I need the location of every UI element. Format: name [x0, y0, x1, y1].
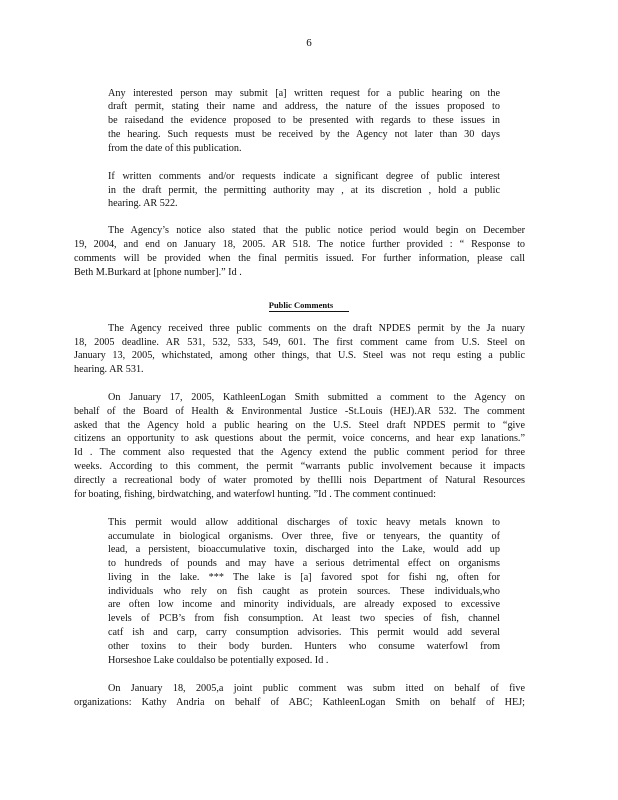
text-line: 18, 2005 deadline. AR 531, 532, 533, 549, 601. The first comment came from U.S. Steel on — [74, 337, 525, 348]
text-line: January 13, 2005, whichstated, among other things, that U.S. Steel was not requ esting a public — [74, 350, 525, 361]
text-line: citizens an opportunity to ask questions about the permit, voice concerns, and hear exp lanations.” — [74, 433, 525, 444]
text-line: behalf of the Board of Health & Environmental Justice -St.Louis (HEJ).AR 532. The comment — [74, 406, 525, 417]
quote-line: are often low income and minority individuals, are already exposed to excessive — [108, 599, 500, 610]
quote-line: levels of PCB’s from fish consumption. At least two species of fish, channel — [108, 613, 500, 624]
quote-line: catf ish and carp, carry consumption advisories. This permit would add several — [108, 627, 500, 638]
text-line: directly a recreational body of water promoted by theIlli nois Department of Natural Resources — [74, 475, 525, 486]
quote-line: from the date of this publication. — [108, 143, 242, 154]
quote-line: living in the lake. *** The lake is [a] favored spot for fishi ng, often for — [108, 572, 500, 583]
quote-line: be raisedand the evidence proposed to be presented with regards to these issues in — [108, 115, 500, 126]
section-heading-text: Public Comments — [269, 299, 349, 312]
quote-line: Horseshoe Lake couldalso be potentially exposed. Id . — [108, 655, 329, 666]
text-line: The Agency’s notice also stated that the public notice period would begin on December — [108, 225, 525, 236]
quote-line: If written comments and/or requests indicate a significant degree of public interest — [108, 171, 500, 182]
text-line: hearing. AR 531. — [74, 364, 144, 375]
text-line: The Agency received three public comments on the draft NPDES permit by the Ja nuary — [108, 323, 525, 334]
quote-line: accumulate in biological organisms. Over three, five or tenyears, the quantity of — [108, 531, 500, 542]
quote-line: Any interested person may submit [a] written request for a public hearing on the — [108, 88, 500, 99]
text-line: Beth M.Burkard at [phone number].” Id . — [74, 267, 242, 278]
quote-line: hearing. AR 522. — [108, 198, 178, 209]
quote-line: to hundreds of pounds and may have a serious detrimental effect on organisms — [108, 558, 500, 569]
section-heading — [0, 299, 618, 312]
quote-line: in the draft permit, the permitting authority may , at its discretion , hold a public — [108, 185, 500, 196]
page-number: 6 — [306, 37, 312, 49]
quote-line: draft permit, stating their name and address, the nature of the issues proposed to — [108, 101, 500, 112]
quote-line: lead, a persistent, bioaccumulative toxin, discharged into the Lake, would add up — [108, 544, 500, 555]
text-line: weeks. According to this comment, the permit “warrants public involvement because it impacts — [74, 461, 525, 472]
text-line: for boating, fishing, birdwatching, and waterfowl hunting. ”Id . The comment continued: — [74, 489, 436, 500]
text-line: 19, 2004, and end on January 18, 2005. AR 518. The notice further provided : “ Response to — [74, 239, 525, 250]
quote-line: This permit would allow additional discharges of toxic heavy metals known to — [108, 517, 500, 528]
text-line: asked that the Agency hold a public hearing on the U.S. Steel draft NPDES permit to “give — [74, 420, 525, 431]
quote-line: the hearing. Such requests must be received by the Agency not later than 30 days — [108, 129, 500, 140]
text-line: comments will be provided when the final permitis issued. For further information, please call — [74, 253, 525, 264]
text-line: Id . The comment also requested that the Agency extend the public comment period for three — [74, 447, 525, 458]
quote-line: other toxins to their body burden. Hunters who consume waterfowl from — [108, 641, 500, 652]
quote-line: individuals who rely on fish caught as protein sources. These individuals,who — [108, 586, 500, 597]
text-line: organizations: Kathy Andria on behalf of ABC; KathleenLogan Smith on behalf of HEJ; — [74, 697, 525, 708]
text-line: On January 17, 2005, KathleenLogan Smith submitted a comment to the Agency on — [108, 392, 525, 403]
text-line: On January 18, 2005,a joint public comment was subm itted on behalf of five — [108, 683, 525, 694]
